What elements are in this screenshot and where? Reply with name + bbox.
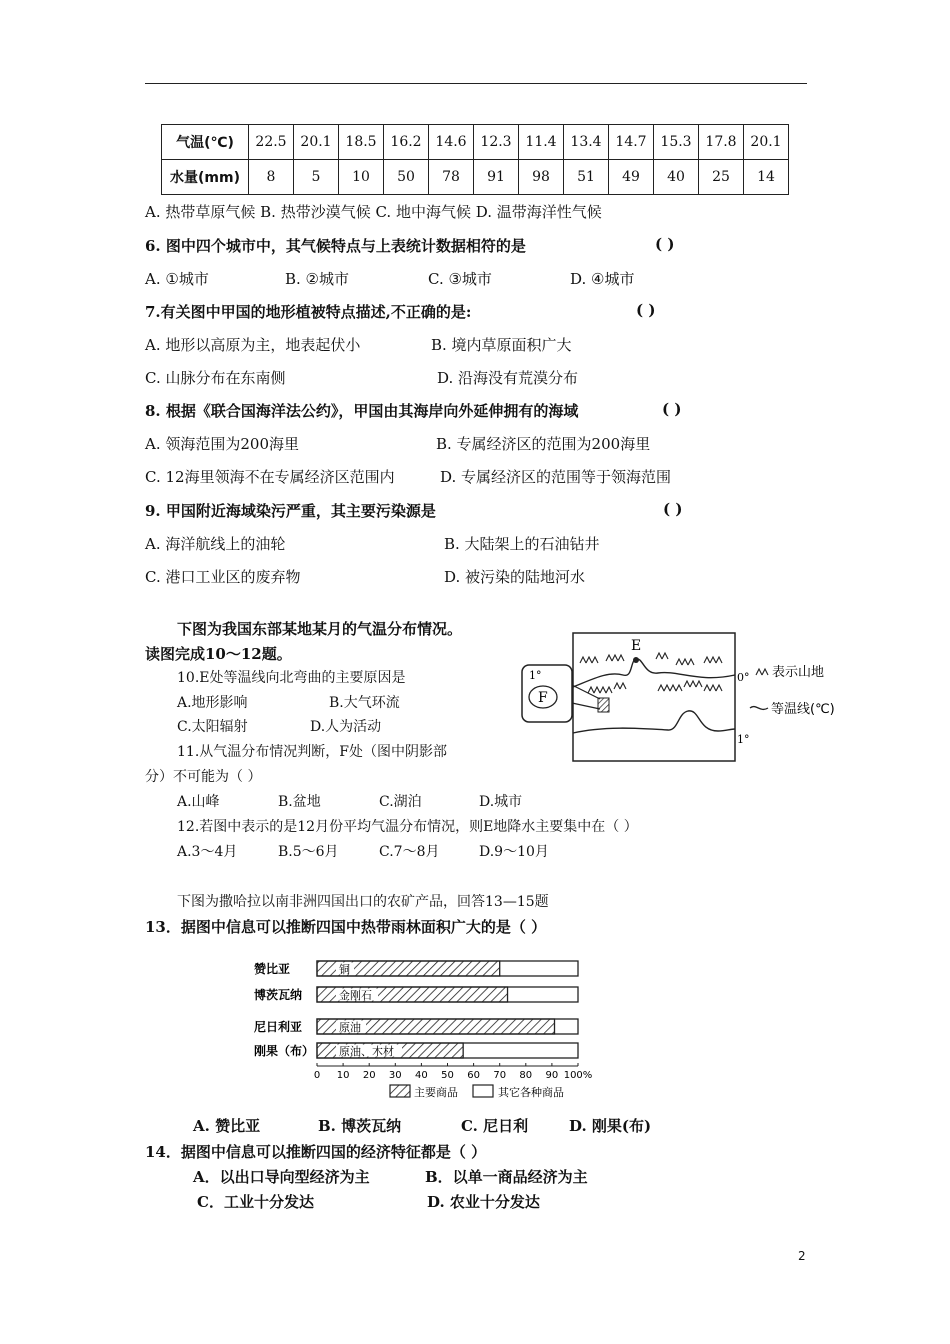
q11-option-c: C.湖泊 — [379, 794, 422, 810]
q7-option-c: C. 山脉分布在东南侧 — [145, 369, 286, 387]
x-tick-label: 20 — [362, 1070, 376, 1081]
category-label: 博茨瓦纳 — [254, 988, 303, 1002]
section-intro-line1: 下图为我国东部某地某月的气温分布情况。 — [177, 620, 463, 638]
main-product-label: 铜 — [339, 963, 350, 976]
table-cell: 11.4 — [519, 125, 564, 160]
table-cell: 18.5 — [339, 125, 384, 160]
x-tick-label: 50 — [441, 1070, 454, 1081]
temperature-label: 气温(℃) — [162, 125, 249, 160]
table-cell: 17.8 — [699, 125, 744, 160]
q14-option-b: B．以单一商品经济为主 — [425, 1168, 588, 1186]
callout-isotherm-label: 1° — [529, 669, 542, 682]
q6-option-a: A. ①城市 — [145, 270, 209, 288]
table-cell: 20.1 — [744, 125, 789, 160]
table-cell: 91 — [474, 160, 519, 195]
table-cell: 14.6 — [429, 125, 474, 160]
q9-option-b: B. 大陆架上的石油钻井 — [444, 535, 600, 553]
q10-stem: 10.E处等温线向北弯曲的主要原因是 — [177, 670, 406, 686]
isotherm-legend-icon — [750, 707, 768, 710]
q13-option-a: A. 赞比亚 — [193, 1117, 261, 1135]
legend-main-swatch — [390, 1085, 410, 1097]
x-tick-label: 70 — [493, 1070, 507, 1081]
x-tick-label: 0 — [313, 1070, 321, 1081]
q7-option-d: D. 沿海没有荒漠分布 — [437, 369, 579, 387]
main-product-label: 金刚石 — [339, 989, 372, 1002]
q13-option-d: D. 刚果(布) — [569, 1117, 652, 1135]
q7-answer-blank: ( ) — [636, 301, 656, 319]
q12-stem: 12.若图中表示的是12月份平均气温分布情况，则E地降水主要集中在（ ） — [177, 819, 638, 835]
q6-answer-blank: ( ) — [655, 235, 675, 253]
q12-option-c: C.7～8月 — [379, 844, 440, 860]
category-label: 尼日利亚 — [254, 1020, 303, 1034]
q9-option-a: A. 海洋航线上的油轮 — [145, 535, 286, 553]
main-product-label: 原油、木材 — [339, 1045, 394, 1058]
f-label: F — [538, 690, 548, 706]
header-rule — [145, 83, 807, 84]
legend-other-swatch — [473, 1085, 493, 1097]
q6-stem: 6. 图中四个城市中，其气候特点与上表统计数据相符的是 — [145, 237, 526, 255]
isotherm-1 — [573, 711, 735, 733]
category-label: 刚果（布） — [254, 1044, 315, 1058]
q5-options: A. 热带草原气候 B. 热带沙漠气候 C. 地中海气候 D. 温带海洋性气候 — [145, 203, 602, 221]
table-cell: 12.3 — [474, 125, 519, 160]
main-product-label: 原油 — [339, 1021, 361, 1034]
q6-option-d: D. ④城市 — [570, 270, 635, 288]
x-tick-label: 80 — [519, 1070, 533, 1081]
q14-option-d: D. 农业十分发达 — [427, 1193, 540, 1211]
isotherm-map — [518, 625, 848, 765]
legend-isotherm-label: 等温线(℃) — [771, 702, 835, 717]
q11-option-d: D.城市 — [479, 794, 523, 810]
q7-option-a: A. 地形以高原为主，地表起伏小 — [145, 336, 361, 354]
q8-option-c: C. 12海里领海不在专属经济区范围内 — [145, 468, 395, 486]
q13-stem: 13．据图中信息可以推断四国中热带雨林面积广大的是（ ） — [145, 918, 547, 936]
q11-option-b: B.盆地 — [278, 794, 321, 810]
q8-answer-blank: ( ) — [662, 400, 682, 418]
table-cell: 50 — [384, 160, 429, 195]
table-cell: 15.3 — [654, 125, 699, 160]
q10-option-a: A.地形影响 — [177, 695, 248, 711]
table-cell: 14 — [744, 160, 789, 195]
q6-option-c: C. ③城市 — [428, 270, 492, 288]
q7-option-b: B. 境内草原面积广大 — [431, 336, 572, 354]
table-cell: 20.1 — [294, 125, 339, 160]
page-number: 2 — [798, 1249, 806, 1263]
q13-option-b: B. 博茨瓦纳 — [318, 1117, 402, 1135]
q14-option-a: A．以出口导向型经济为主 — [193, 1168, 370, 1186]
temperature-row — [162, 125, 789, 160]
precipitation-label: 水量(mm) — [162, 160, 249, 195]
q11-stem-line2: 分）不可能为（ ） — [145, 769, 262, 785]
point-e — [633, 657, 639, 663]
q12-option-b: B.5～6月 — [278, 844, 339, 860]
legend-mountain-label: 表示山地 — [772, 665, 825, 680]
x-tick-label: 100% — [563, 1070, 593, 1081]
table-cell: 98 — [519, 160, 564, 195]
q9-answer-blank: ( ) — [663, 500, 683, 518]
q9-stem: 9. 甲国附近海域染污严重，其主要污染源是 — [145, 502, 436, 520]
x-tick-label: 40 — [415, 1070, 428, 1081]
q11-stem-line1: 11.从气温分布情况判断，F处（图中阴影部 — [177, 744, 447, 760]
mountain-legend-icon — [756, 669, 768, 675]
q8-stem: 8. 根据《联合国海洋法公约》，甲国由其海岸向外延伸拥有的海域 — [145, 402, 579, 420]
q7-stem: 7.有关图中甲国的地形植被特点描述,不正确的是: — [145, 303, 472, 321]
x-tick-label: 90 — [545, 1070, 559, 1081]
q6-option-b: B. ②城市 — [285, 270, 350, 288]
table-cell: 14.7 — [609, 125, 654, 160]
climate-table — [161, 124, 789, 195]
table-cell: 8 — [249, 160, 294, 195]
x-tick-label: 60 — [467, 1070, 480, 1081]
category-label: 赞比亚 — [254, 962, 291, 976]
f-shaded-area — [598, 698, 609, 712]
table-cell: 49 — [609, 160, 654, 195]
isotherm-0-label: 0° — [737, 671, 750, 684]
q10-option-c: C.太阳辐射 — [177, 719, 248, 735]
q9-option-c: C. 港口工业区的废弃物 — [145, 568, 301, 586]
table-cell: 25 — [699, 160, 744, 195]
q9-option-d: D. 被污染的陆地河水 — [444, 568, 586, 586]
table-cell: 10 — [339, 160, 384, 195]
table-cell: 40 — [654, 160, 699, 195]
table-cell: 5 — [294, 160, 339, 195]
q8-option-d: D. 专属经济区的范围等于领海范围 — [440, 468, 672, 486]
x-tick-label: 30 — [388, 1070, 402, 1081]
q13-option-c: C. 尼日利 — [461, 1117, 529, 1135]
q11-option-a: A.山峰 — [177, 794, 220, 810]
q10-option-b: B.大气环流 — [329, 695, 400, 711]
q14-option-c: C．工业十分发达 — [197, 1193, 314, 1211]
e-label: E — [631, 638, 642, 654]
table-cell: 13.4 — [564, 125, 609, 160]
isotherm-0 — [573, 659, 735, 687]
mountain-symbols — [580, 653, 722, 693]
q10-option-d: D.人为活动 — [310, 719, 382, 735]
table-cell: 16.2 — [384, 125, 429, 160]
table-cell: 22.5 — [249, 125, 294, 160]
section-intro-3: 下图为撒哈拉以南非洲四国出口的农矿产品，回答13—15题 — [177, 894, 549, 910]
q12-option-a: A.3～4月 — [177, 844, 238, 860]
precipitation-row — [162, 160, 789, 195]
q12-option-d: D.9～10月 — [479, 844, 549, 860]
export-bar-chart — [240, 955, 610, 1105]
x-tick-label: 10 — [336, 1070, 350, 1081]
table-cell: 51 — [564, 160, 609, 195]
q8-option-a: A. 领海范围为200海里 — [145, 435, 299, 453]
legend-other-label: 其它各种商品 — [498, 1086, 564, 1099]
q14-stem: 14．据图中信息可以推断四国的经济特征都是（ ） — [145, 1143, 487, 1161]
section-intro-line2: 读图完成10～12题。 — [145, 645, 292, 663]
table-cell: 78 — [429, 160, 474, 195]
isotherm-1-label: 1° — [737, 733, 750, 746]
q8-option-b: B. 专属经济区的范围为200海里 — [436, 435, 651, 453]
legend-main-label: 主要商品 — [414, 1086, 458, 1099]
